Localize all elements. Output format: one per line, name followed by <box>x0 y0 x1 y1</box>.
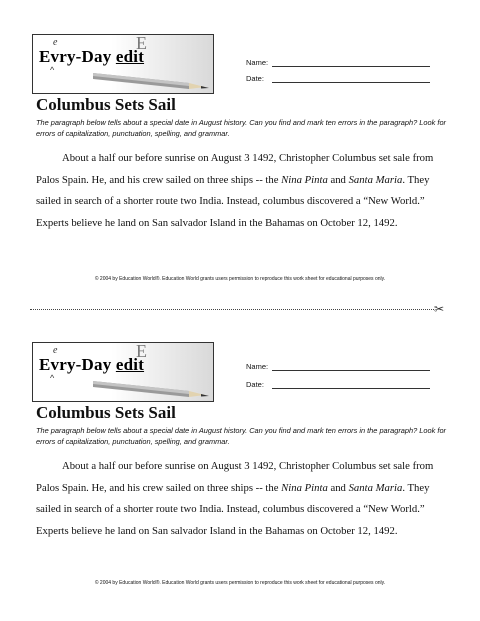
worksheet-title: Columbus Sets Sail <box>36 403 176 422</box>
worksheet-title: Columbus Sets Sail <box>36 95 176 114</box>
logo-text <box>39 47 144 67</box>
logo-caret: ^ <box>50 65 55 75</box>
name-field[interactable] <box>272 66 430 67</box>
instructions: The paragraph below tells about a special date in August history. Can you find and mark ten errors in the paragraph? Look for errors of capitalization, punctuation, spelling, and grammar. <box>36 118 447 138</box>
name-label: Name: <box>246 362 269 371</box>
paragraph-santa-maria: Santa Maria <box>348 173 403 186</box>
edit-paragraph <box>36 148 446 234</box>
copyright-notice: © 2004 by Education World®. Education World grants users permission to reproduce this work sheet for educational purposes only. <box>94 580 386 586</box>
instructions: The paragraph below tells about a special date in August history. Can you find and mark ten errors in the paragraph? Look for errors of capitalization, punctuation, spelling, and grammar. <box>36 426 447 446</box>
logo-text-pre: Evry-Day <box>39 355 116 374</box>
paragraph-santa-maria: Santa Maria <box>348 481 403 494</box>
paragraph-part-2: and <box>327 173 349 186</box>
logo-small-e: e <box>53 345 58 356</box>
paragraph-part-3: . They sailed in search of a shorter route two India. Instead, columbus discovered a “New World.” Experts believe he land on San salvador Island in the Bahamas on October 12, 1492. <box>36 481 430 537</box>
paragraph-nina-pinta: Nina Pinta <box>281 481 328 494</box>
name-field[interactable] <box>272 370 430 371</box>
logo-text-edit: edit <box>115 355 145 374</box>
edit-paragraph <box>36 456 446 542</box>
worksheet-top <box>0 0 480 290</box>
date-label: Date: <box>246 380 264 389</box>
every-day-edit-logo <box>32 34 214 94</box>
copyright-notice: © 2004 by Education World®. Education World grants users permission to reproduce this work sheet for educational purposes only. <box>94 276 386 282</box>
paragraph-part-1: About a half our before sunrise on August 3 1492, Christopher Columbus set sale from Palos Spain. He, and his crew sailed on three ships -- the <box>36 152 434 186</box>
logo-text <box>39 355 144 375</box>
paragraph-part-2: and <box>327 481 349 494</box>
date-label: Date: <box>246 74 264 83</box>
paragraph-nina-pinta: Nina Pinta <box>281 173 328 186</box>
pencil-icon <box>93 375 211 397</box>
logo-small-e: e <box>53 37 58 48</box>
date-field[interactable] <box>272 82 430 83</box>
date-field[interactable] <box>272 388 430 389</box>
logo-big-e: E <box>136 34 147 53</box>
pencil-icon <box>93 67 211 89</box>
logo-caret: ^ <box>50 373 55 383</box>
logo-big-e: E <box>136 342 147 361</box>
logo-text-edit: edit <box>115 47 145 66</box>
every-day-edit-logo <box>32 342 214 402</box>
name-label: Name: <box>246 58 269 67</box>
logo-text-pre: Evry-Day <box>39 47 116 66</box>
paragraph-part-1: About a half our before sunrise on August 3 1492, Christopher Columbus set sale from Palos Spain. He, and his crew sailed on three ships -- the <box>36 460 434 494</box>
worksheet-bottom <box>0 308 480 598</box>
scissors-icon: ✂ <box>434 302 445 316</box>
paragraph-part-3: . They sailed in search of a shorter route two India. Instead, columbus discovered a “New World.” Experts believe he land on San salvador Island in the Bahamas on October 12, 1492. <box>36 173 430 229</box>
